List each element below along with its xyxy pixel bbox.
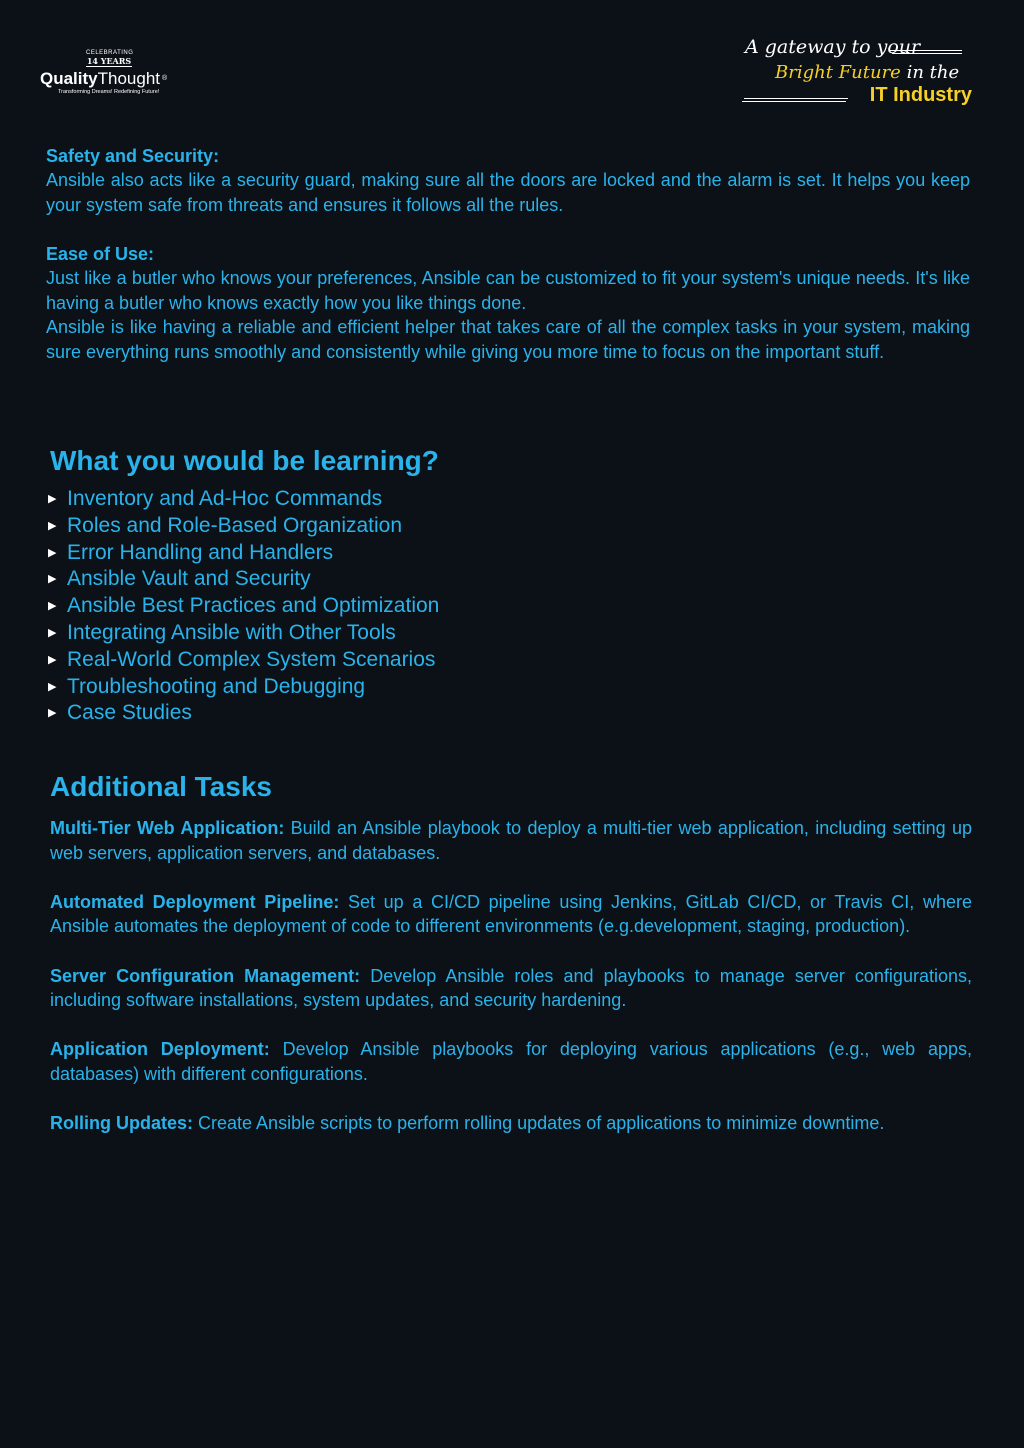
- task-description: Develop Ansible playbooks for deploying various applications (e.g., web apps, databases) with different configurations.: [50, 1039, 972, 1084]
- task-label: Multi-Tier Web Application:: [50, 818, 285, 838]
- tasks-heading: Additional Tasks: [50, 771, 272, 802]
- learning-item: [48, 647, 748, 674]
- slogan-it-industry: IT Industry: [869, 84, 972, 106]
- slogan-rule: [742, 101, 846, 102]
- learning-item: [48, 513, 748, 540]
- triangle-bullet-icon: ▶: [48, 680, 57, 693]
- task-description: Build an Ansible playbook to deploy a multi-tier web application, including setting up web servers, application servers, and databases.: [50, 818, 972, 863]
- learning-item-label: Real-World Complex System Scenarios: [67, 647, 436, 671]
- learning-item-label: Ansible Vault and Security: [67, 567, 311, 591]
- task-label: Rolling Updates:: [50, 1113, 193, 1134]
- tasks-list: [50, 816, 972, 1136]
- badge-celebrating: CELEBRATING: [86, 50, 134, 56]
- brand-name-regular: Thought: [97, 69, 161, 88]
- triangle-bullet-icon: ▶: [48, 546, 57, 559]
- ease-title: Ease of Use:: [46, 244, 155, 265]
- learning-item-label: Roles and Role-Based Organization: [67, 513, 403, 537]
- safety-title: Safety and Security:: [46, 146, 220, 166]
- task-description: Set up a CI/CD pipeline using Jenkins, GitLab CI/CD, or Travis CI, where Ansible automates the deployment of code to different environments (e.g.development, staging, production).: [50, 891, 972, 937]
- badge-years: 14 YEARS: [86, 56, 132, 66]
- learning-list: [48, 486, 748, 727]
- registered-mark: ®: [162, 75, 168, 82]
- task-item: [50, 1111, 972, 1136]
- task-item: [50, 890, 972, 939]
- triangle-bullet-icon: ▶: [48, 519, 57, 532]
- learning-heading: What you would be learning?: [50, 445, 439, 476]
- learning-item: [48, 540, 748, 567]
- learning-item: [48, 620, 748, 647]
- learning-section: [48, 444, 748, 727]
- learning-item: [48, 700, 748, 727]
- learning-item-label: Ansible Best Practices and Optimization: [67, 594, 440, 618]
- learning-item-label: Error Handling and Handlers: [67, 540, 334, 564]
- quality-thought-logo: [40, 50, 190, 95]
- task-description: Create Ansible scripts to perform rolling updates of applications to minimize downtime.: [198, 1113, 885, 1134]
- learning-item: [48, 593, 748, 620]
- triangle-bullet-icon: ▶: [48, 493, 57, 505]
- safety-text: [46, 168, 970, 217]
- task-item: [50, 1037, 972, 1086]
- triangle-bullet-icon: ▶: [48, 707, 57, 720]
- learning-item-label: Inventory and Ad-Hoc Commands: [67, 487, 383, 510]
- slogan-in-the: in the: [906, 62, 960, 83]
- triangle-bullet-icon: ▶: [48, 626, 57, 639]
- task-item: [50, 964, 972, 1013]
- intro-section: [46, 144, 970, 365]
- learning-item: [48, 674, 748, 701]
- learning-item-label: Case Studies: [67, 701, 192, 725]
- triangle-bullet-icon: ▶: [48, 653, 57, 666]
- ease-paragraph-2: Ansible is like having a reliable and efficient helper that takes care of all the complex tasks in your system, making sure everything runs smoothly and consistently while giving you more time to focus on the important stuff.: [46, 317, 970, 362]
- task-description: Develop Ansible roles and playbooks to manage server configurations, including software installations, system updates, and security hardening.: [50, 965, 972, 1011]
- task-label: Automated Deployment Pipeline:: [50, 891, 340, 912]
- safety-paragraph: Ansible also acts like a security guard, making sure all the doors are locked and the alarm is set. It helps you keep your system safe from threats and ensures it follows all the rules.: [46, 170, 970, 215]
- triangle-bullet-icon: ▶: [48, 600, 57, 613]
- learning-item: [48, 566, 748, 593]
- task-label: Application Deployment:: [50, 1039, 270, 1060]
- slogan-rule: [892, 53, 962, 54]
- ease-text: [46, 266, 970, 364]
- gateway-slogan: [742, 36, 972, 112]
- brand-name-bold: Quality: [40, 69, 98, 88]
- task-label: Server Configuration Management:: [50, 965, 361, 986]
- slogan-rule: [890, 50, 962, 51]
- brand-name: [40, 70, 190, 88]
- learning-item-label: Troubleshooting and Debugging: [67, 674, 366, 698]
- slogan-rule: [744, 98, 848, 99]
- task-item: [50, 816, 972, 865]
- slogan-bright-future: Bright Future: [775, 62, 901, 83]
- slogan-line2: [775, 62, 959, 83]
- slogan-line1: A gateway to your: [745, 36, 921, 58]
- anniversary-badge: [86, 50, 132, 67]
- triangle-bullet-icon: ▶: [48, 573, 57, 586]
- additional-tasks-section: [48, 770, 972, 1160]
- learning-item-label: Integrating Ansible with Other Tools: [67, 620, 396, 644]
- learning-item: [48, 486, 748, 513]
- brand-tagline: Transforming Dreams! Redefining Future!: [58, 89, 160, 95]
- ease-paragraph-1: Just like a butler who knows your preferences, Ansible can be customized to fit your system's unique needs. It's like having a butler who knows exactly how you like things done.: [46, 268, 970, 313]
